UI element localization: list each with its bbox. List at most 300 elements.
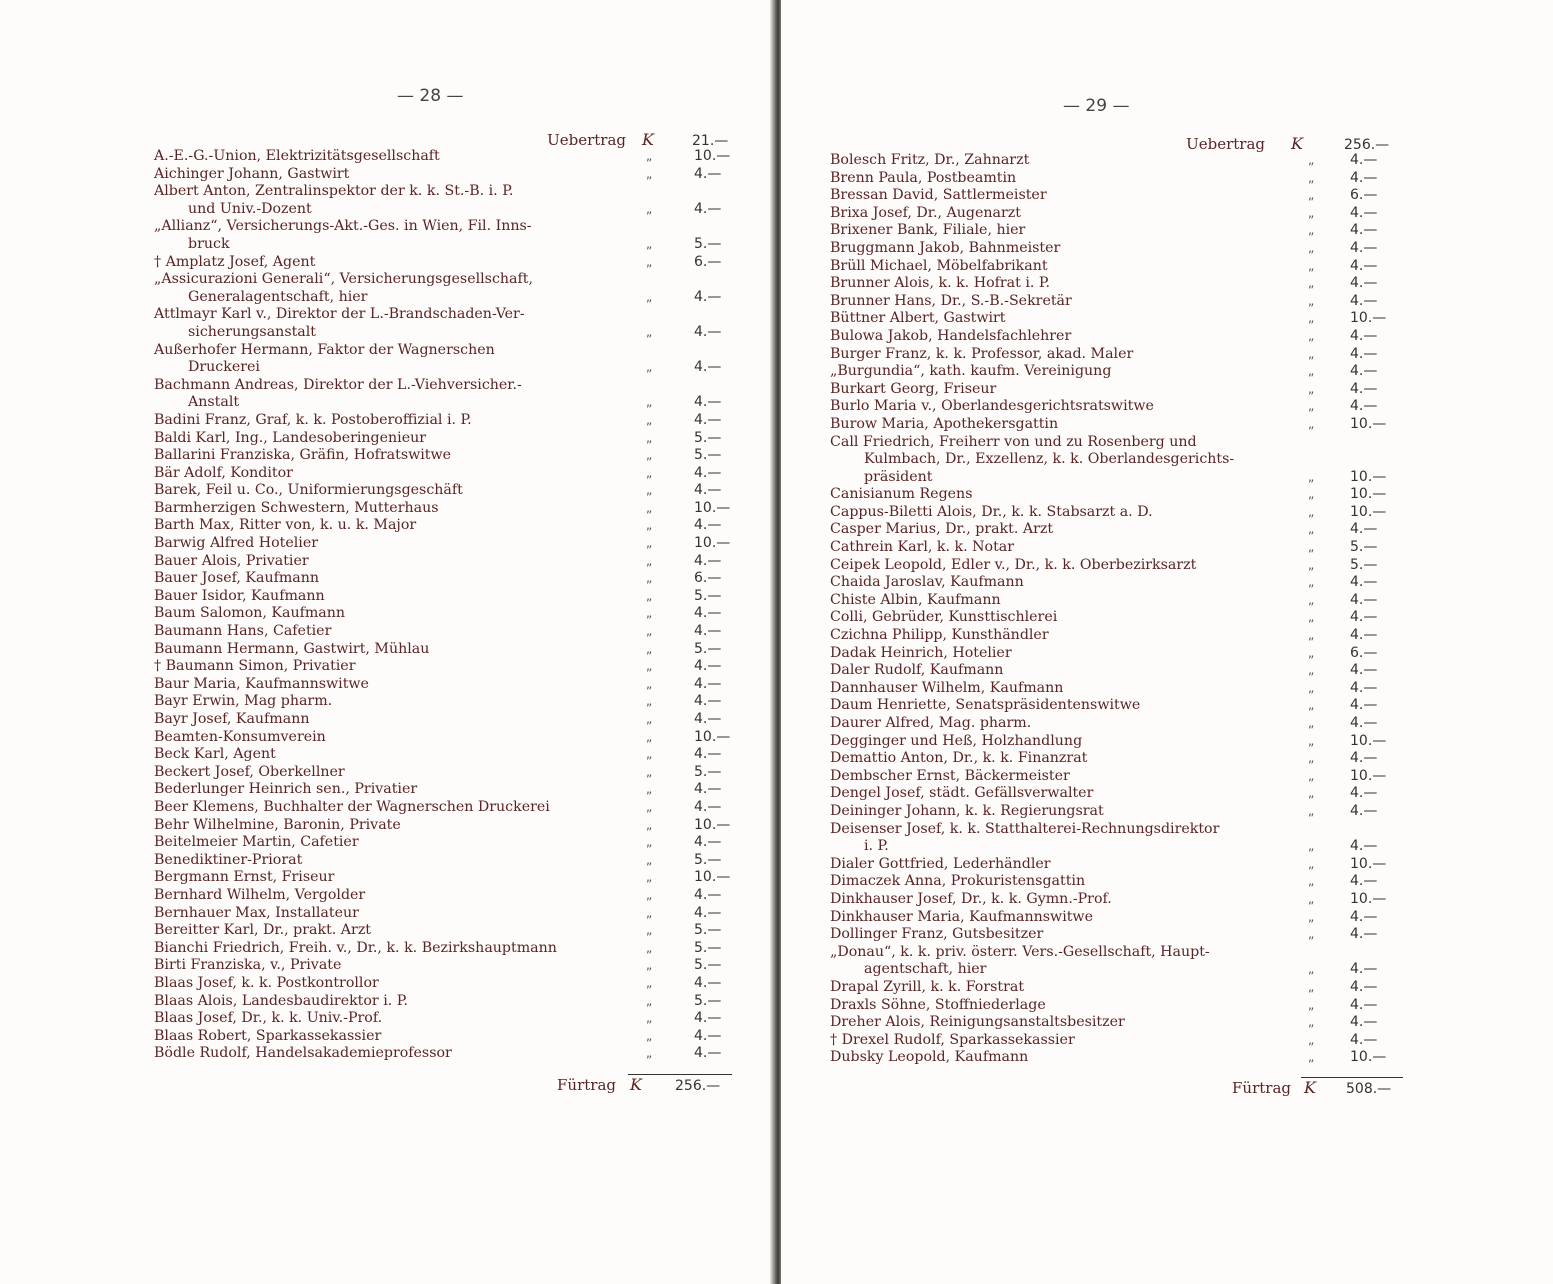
donation-amount: 5.—	[1350, 539, 1378, 556]
subscriber-name: Barek, Feil u. Co., Uniformierungsgeschäft	[154, 482, 463, 499]
ditto-mark: „	[1308, 399, 1315, 414]
subscriber-name: Ballarini Franziska, Gräfin, Hofratswitwe	[154, 447, 452, 464]
ditto-mark: „	[1308, 311, 1315, 326]
ditto-mark: „	[1308, 522, 1315, 537]
subscriber-name: Büttner Albert, Gastwirt	[830, 310, 1006, 327]
subscriber-name: Beer Klemens, Buchhalter der Wagnerschen Druckerei	[154, 798, 550, 815]
donation-amount: 10.—	[1350, 767, 1387, 784]
donation-amount: 5.—	[694, 429, 722, 446]
list-item	[830, 222, 1410, 240]
list-item	[154, 482, 744, 500]
ditto-mark: „	[646, 395, 653, 410]
list-item	[830, 521, 1410, 539]
subscriber-name: † Drexel Rudolf, Sparkassekassier	[830, 1031, 1075, 1048]
subscriber-name: Baum Salomon, Kaufmann	[154, 605, 346, 622]
donation-amount: 4.—	[1350, 204, 1378, 221]
subscriber-name: Dubsky Leopold, Kaufmann	[830, 1049, 1029, 1066]
subscriber-name: Barth Max, Ritter von, k. u. k. Major	[154, 517, 417, 534]
subscriber-name: Chaida Jaroslav, Kaufmann	[830, 574, 1024, 591]
donation-amount: 4.—	[1350, 398, 1378, 415]
donation-amount: 4.—	[694, 675, 722, 692]
subscriber-name: Brunner Alois, k. k. Hofrat i. P.	[830, 275, 1051, 292]
subscriber-name: Dengel Josef, städt. Gefällsverwalter	[830, 785, 1094, 802]
donation-amount: 10.—	[1350, 468, 1387, 485]
ditto-mark: „	[646, 712, 653, 726]
donation-amount: 4.—	[694, 834, 722, 851]
list-item	[830, 926, 1410, 944]
subscriber-name-continued: Kulmbach, Dr., Exzellenz, k. k. Oberlandesgerichts-	[864, 451, 1235, 468]
subscriber-name: Dinkhauser Maria, Kaufmannswitwe	[830, 908, 1093, 925]
donation-amount: 10.—	[1350, 855, 1387, 872]
ditto-mark: „	[646, 236, 653, 251]
list-item	[154, 1045, 744, 1063]
subscriber-name: Call Friedrich, Freiherr von und zu Rosenberg und	[830, 433, 1197, 450]
list-item	[154, 447, 744, 465]
subscriber-name: † Amplatz Josef, Agent	[154, 253, 316, 270]
list-item	[830, 821, 1410, 856]
ditto-mark: „	[646, 835, 653, 850]
carry-out-label: Fürtrag	[557, 1076, 616, 1094]
donation-amount: 4.—	[694, 411, 722, 428]
subscriber-name: Baur Maria, Kaufmannswitwe	[154, 675, 369, 692]
list-item	[154, 430, 744, 448]
carry-out-label-box	[450, 1076, 616, 1096]
list-item	[154, 570, 744, 588]
donation-amount: 4.—	[1350, 961, 1378, 978]
list-item	[830, 856, 1410, 874]
ditto-mark: „	[1308, 698, 1315, 713]
donation-amount: 4.—	[694, 711, 722, 727]
donation-amount: 5.—	[694, 992, 722, 1009]
subscriber-name: Cathrein Karl, k. k. Notar	[830, 539, 1015, 556]
ditto-mark: „	[1308, 962, 1315, 977]
donation-amount: 4.—	[1350, 715, 1378, 731]
subscriber-name: Bachmann Andreas, Direktor der L.-Viehversicher.-	[154, 376, 522, 393]
list-item	[830, 944, 1410, 979]
subscriber-name: Dembscher Ernst, Bäckermeister	[830, 767, 1070, 784]
subscriber-name-continued: agentschaft, hier	[864, 961, 987, 978]
donation-amount: 4.—	[1350, 239, 1378, 256]
ditto-mark: „	[1308, 874, 1315, 889]
donation-amount: 5.—	[694, 957, 722, 974]
donation-amount: 4.—	[694, 517, 722, 534]
carry-in-amount: 256.—	[1344, 137, 1390, 153]
ditto-mark: „	[646, 676, 653, 691]
subscriber-name: † Baumann Simon, Privatier	[154, 658, 356, 675]
list-item	[154, 166, 744, 184]
donation-amount: 10.—	[1350, 1049, 1387, 1066]
donation-amount: 4.—	[1350, 802, 1378, 819]
ditto-mark: „	[646, 799, 653, 814]
subscriber-name-continued: und Univ.-Dozent	[188, 200, 312, 217]
donation-amount: 4.—	[694, 1045, 722, 1062]
donation-amount: 4.—	[694, 798, 722, 815]
subscriber-name: Brixa Josef, Dr., Augenarzt	[830, 204, 1021, 221]
list-item	[154, 764, 744, 782]
ditto-mark: „	[1308, 927, 1315, 942]
subscriber-name: Demattio Anton, Dr., k. k. Finanzrat	[830, 750, 1088, 767]
list-item	[830, 170, 1410, 188]
subscriber-name: Dinkhauser Josef, Dr., k. k. Gymn.-Prof.	[830, 890, 1112, 907]
donation-amount: 4.—	[1350, 363, 1378, 380]
subscriber-name: Dimaczek Anna, Prokuristensgattin	[830, 873, 1086, 890]
ditto-mark: „	[1308, 909, 1315, 924]
carry-out-amount: 508.—	[1346, 1081, 1392, 1097]
ditto-mark: „	[1308, 856, 1315, 871]
list-item	[830, 258, 1410, 276]
subscriber-name: Czichna Philipp, Kunsthändler	[830, 627, 1049, 644]
donation-amount: 4.—	[1350, 169, 1378, 186]
donation-amount: 10.—	[694, 535, 731, 552]
list-item	[154, 517, 744, 535]
donation-amount: 5.—	[694, 851, 722, 868]
donation-amount: 4.—	[694, 359, 722, 376]
donation-amount: 10.—	[1350, 890, 1387, 907]
list-item	[830, 310, 1410, 328]
ditto-mark: „	[646, 940, 653, 955]
subscriber-name-continued: präsident	[864, 468, 933, 485]
donation-amount: 4.—	[1350, 292, 1378, 309]
list-item	[154, 905, 744, 923]
list-item	[154, 658, 744, 676]
ditto-mark: „	[1308, 733, 1315, 748]
ditto-mark: „	[1308, 663, 1315, 678]
ditto-mark: „	[1308, 364, 1315, 379]
list-item	[830, 627, 1410, 645]
subscriber-name: Blaas Josef, Dr., k. k. Univ.-Prof.	[154, 1010, 383, 1027]
ditto-mark: „	[646, 729, 653, 744]
subscriber-name: Attlmayr Karl v., Direktor der L.-Brandschaden-Ver-	[154, 306, 525, 323]
list-item	[154, 623, 744, 641]
donation-amount: 10.—	[1350, 310, 1387, 327]
subscriber-name: Deininger Johann, k. k. Regierungsrat	[830, 802, 1104, 819]
page-number: — 29 —	[1063, 96, 1130, 116]
ditto-mark: „	[646, 958, 653, 973]
ditto-mark: „	[1308, 240, 1315, 255]
list-item	[830, 381, 1410, 399]
ditto-mark: „	[1308, 768, 1315, 783]
subscriber-name: Daum Henriette, Senatspräsidentenswitwe	[830, 697, 1141, 714]
ditto-mark: „	[646, 324, 653, 339]
subscriber-name: „Burgundia“, kath. kaufm. Vereinigung	[830, 363, 1112, 380]
subscriber-name: Bayr Erwin, Mag pharm.	[154, 693, 333, 710]
list-item	[154, 218, 744, 253]
ditto-mark: „	[1308, 469, 1315, 484]
donation-amount: 4.—	[694, 1027, 722, 1044]
donation-amount: 4.—	[1350, 1031, 1378, 1048]
ditto-mark: „	[1308, 1015, 1315, 1030]
ditto-mark: „	[1308, 170, 1315, 185]
ditto-mark: „	[1308, 891, 1315, 906]
donation-amount: 5.—	[694, 447, 722, 464]
list-item	[830, 486, 1410, 504]
list-item	[154, 553, 744, 571]
ditto-mark: „	[646, 360, 653, 375]
subscriber-name: Dialer Gottfried, Lederhändler	[830, 855, 1051, 872]
list-item	[830, 1049, 1410, 1067]
donation-amount: 4.—	[1350, 926, 1378, 943]
list-item	[154, 781, 744, 799]
list-item	[830, 750, 1410, 768]
subscriber-name: Burlo Maria v., Oberlandesgerichtsratswitwe	[830, 398, 1154, 415]
list-item	[830, 240, 1410, 258]
subscriber-name-continued: Anstalt	[188, 394, 240, 411]
subscriber-name: Blaas Robert, Sparkassekassier	[154, 1027, 382, 1044]
donation-amount: 4.—	[1350, 574, 1378, 591]
donation-amount: 5.—	[694, 587, 722, 604]
ditto-mark: „	[1308, 223, 1315, 238]
ditto-mark: „	[646, 975, 653, 990]
donation-amount: 4.—	[694, 200, 722, 217]
ditto-mark: „	[646, 571, 653, 586]
subscriber-name: Burger Franz, k. k. Professor, akad. Maler	[830, 345, 1134, 362]
list-item	[154, 588, 744, 606]
ditto-mark: „	[1308, 1050, 1315, 1065]
ditto-mark: „	[1308, 839, 1315, 854]
subscriber-name: Außerhofer Hermann, Faktor der Wagnerschen	[154, 341, 495, 358]
ditto-mark: „	[646, 1011, 653, 1026]
list-item	[154, 799, 744, 817]
list-item	[154, 148, 744, 166]
ditto-mark: „	[646, 624, 653, 639]
list-item	[154, 922, 744, 940]
subscriber-name: Bernhauer Max, Installateur	[154, 904, 359, 921]
donation-amount: 4.—	[694, 165, 722, 182]
subscriber-name: Bruggmann Jakob, Bahnmeister	[830, 239, 1061, 256]
list-item	[154, 940, 744, 958]
subscriber-name: Dadak Heinrich, Hotelier	[830, 644, 1012, 661]
ditto-mark: „	[1308, 188, 1315, 203]
carry-out-currency: K	[1304, 1078, 1316, 1097]
ditto-mark: „	[646, 166, 653, 181]
list-item	[830, 785, 1410, 803]
ditto-mark: „	[1308, 610, 1315, 625]
list-item	[154, 377, 744, 412]
list-item	[154, 1028, 744, 1046]
carry-out-label: Fürtrag	[1232, 1079, 1291, 1097]
list-item	[830, 662, 1410, 680]
subscriber-name: Bödle Rudolf, Handelsakademieprofessor	[154, 1045, 452, 1062]
list-item	[830, 592, 1410, 610]
subscriber-name: Burow Maria, Apothekersgattin	[830, 415, 1059, 432]
donation-amount: 4.—	[694, 394, 722, 411]
subscriber-name: Bianchi Friedrich, Freih. v., Dr., k. k. Bezirkshauptmann	[154, 939, 557, 956]
ditto-mark: „	[646, 588, 653, 603]
donation-amount: 5.—	[694, 939, 722, 956]
total-rule	[628, 1074, 732, 1075]
ditto-mark: „	[646, 448, 653, 463]
donation-amount: 4.—	[1350, 609, 1378, 626]
ditto-mark: „	[646, 747, 653, 762]
ditto-mark: „	[646, 201, 653, 216]
ditto-mark: „	[1308, 997, 1315, 1012]
ditto-mark: „	[1308, 153, 1315, 167]
carry-in-label: Uebertrag	[1186, 135, 1265, 153]
list-item	[154, 412, 744, 430]
list-item	[154, 1010, 744, 1028]
ditto-mark: „	[646, 149, 653, 163]
subscriber-name: Chiste Albin, Kaufmann	[830, 591, 1001, 608]
subscriber-name: Beitelmeier Martin, Cafetier	[154, 834, 359, 851]
donation-amount: 4.—	[694, 623, 722, 640]
list-item	[154, 993, 744, 1011]
donation-amount: 10.—	[1350, 503, 1387, 520]
subscriber-name: Draxls Söhne, Stoffniederlage	[830, 996, 1046, 1013]
ditto-mark: „	[646, 518, 653, 533]
donation-amount: 6.—	[694, 570, 722, 587]
list-item	[830, 715, 1410, 733]
list-item	[154, 711, 744, 729]
list-item	[830, 346, 1410, 364]
donation-amount: 6.—	[694, 253, 722, 270]
donation-amount: 10.—	[1350, 486, 1387, 503]
donation-amount: 4.—	[1350, 908, 1378, 925]
ditto-mark: „	[646, 430, 653, 445]
subscriber-name: Brenn Paula, Postbeamtin	[830, 169, 1017, 186]
list-item	[830, 416, 1410, 434]
donation-amount: 4.—	[694, 658, 722, 675]
donation-amount: 4.—	[694, 288, 722, 305]
subscriber-name: Baumann Hermann, Gastwirt, Mühlau	[154, 640, 430, 657]
ditto-mark: „	[1308, 575, 1315, 590]
list-item	[830, 434, 1410, 487]
carry-in-currency: K	[642, 130, 654, 149]
donation-amount: 4.—	[694, 781, 722, 798]
subscriber-name-continued: sicherungsanstalt	[188, 323, 316, 340]
donation-amount: 4.—	[1350, 978, 1378, 995]
list-item	[830, 873, 1410, 891]
right-page	[781, 0, 1553, 1284]
donation-amount: 10.—	[694, 728, 731, 745]
ditto-mark: „	[646, 641, 653, 656]
list-item	[830, 398, 1410, 416]
donation-amount: 10.—	[694, 148, 731, 164]
ditto-mark: „	[1308, 628, 1315, 643]
subscriber-name: „Assicurazioni Generali“, Versicherungsgesellschaft,	[154, 271, 533, 288]
subscriber-name: Brüll Michael, Möbelfabrikant	[830, 257, 1048, 274]
list-item	[830, 997, 1410, 1015]
list-item	[830, 645, 1410, 663]
subscriber-name: Brunner Hans, Dr., S.-B.-Sekretär	[830, 292, 1072, 309]
subscriber-name: Baldi Karl, Ing., Landesoberingenieur	[154, 429, 427, 446]
carry-in-amount: 21.—	[692, 133, 729, 149]
donation-amount: 10.—	[1350, 732, 1387, 749]
ditto-mark: „	[646, 694, 653, 709]
ditto-mark: „	[1308, 276, 1315, 291]
donation-amount: 4.—	[694, 974, 722, 991]
donation-amount: 5.—	[694, 922, 722, 939]
donation-amount: 5.—	[694, 640, 722, 657]
donation-amount: 4.—	[694, 1010, 722, 1027]
subscriber-name: Birti Franziska, v., Private	[154, 957, 342, 974]
list-item	[830, 697, 1410, 715]
donation-amount: 10.—	[694, 816, 731, 833]
subscriber-name: Deisenser Josef, k. k. Statthalterei-Rechnungsdirektor	[830, 820, 1220, 837]
donation-amount: 4.—	[694, 693, 722, 710]
list-item	[154, 605, 744, 623]
donation-amount: 6.—	[1350, 187, 1378, 204]
subscriber-name-continued: Generalagentschaft, hier	[188, 288, 368, 305]
donation-amount: 4.—	[1350, 222, 1378, 239]
ditto-mark: „	[646, 852, 653, 867]
ditto-mark: „	[646, 1028, 653, 1043]
list-item	[154, 183, 744, 218]
subscriber-name: Benediktiner-Priorat	[154, 851, 303, 868]
subscriber-name: Blaas Josef, k. k. Postkontrollor	[154, 974, 379, 991]
list-item	[154, 887, 744, 905]
list-item	[830, 363, 1410, 381]
subscriber-name: Daurer Alfred, Mag. pharm.	[830, 715, 1032, 731]
subscriber-name: Bergmann Ernst, Friseur	[154, 869, 335, 886]
donation-amount: 4.—	[1350, 275, 1378, 292]
donation-amount: 4.—	[694, 904, 722, 921]
subscriber-name: Bayr Josef, Kaufmann	[154, 711, 310, 727]
ditto-mark: „	[646, 606, 653, 621]
subscriber-name: Aichinger Johann, Gastwirt	[154, 165, 350, 182]
donation-amount: 10.—	[694, 499, 731, 516]
ditto-mark: „	[1308, 293, 1315, 308]
donation-amount: 4.—	[1350, 345, 1378, 362]
list-item	[830, 680, 1410, 698]
ditto-mark: „	[646, 905, 653, 920]
subscriber-name: Degginger und Heß, Holzhandlung	[830, 732, 1083, 749]
subscriber-name: Bauer Josef, Kaufmann	[154, 570, 320, 587]
subscriber-name-continued: Druckerei	[188, 359, 260, 376]
donation-amount: 4.—	[1350, 327, 1378, 344]
ditto-mark: „	[1308, 751, 1315, 766]
donation-amount: 4.—	[1350, 697, 1378, 714]
list-item	[830, 328, 1410, 346]
ditto-mark: „	[646, 289, 653, 304]
list-item	[830, 539, 1410, 557]
donation-amount: 4.—	[1350, 627, 1378, 644]
ditto-mark: „	[1308, 346, 1315, 361]
donation-amount: 4.—	[1350, 838, 1378, 855]
subscriber-name: A.-E.-G.-Union, Elektrizitätsgesellschaft	[154, 148, 440, 164]
subscriber-name: Ceipek Leopold, Edler v., Dr., k. k. Oberbezirksarzt	[830, 556, 1197, 573]
ditto-mark: „	[1308, 1032, 1315, 1047]
ditto-mark: „	[646, 764, 653, 779]
subscriber-name: Bauer Isidor, Kaufmann	[154, 587, 325, 604]
donation-amount: 4.—	[694, 746, 722, 763]
list-item	[830, 1032, 1410, 1050]
list-item	[830, 768, 1410, 786]
ditto-mark: „	[646, 923, 653, 938]
subscriber-name: Dollinger Franz, Gutsbesitzer	[830, 926, 1044, 943]
subscriber-name: Cappus-Biletti Alois, Dr., k. k. Stabsarzt a. D.	[830, 503, 1153, 520]
list-item	[830, 891, 1410, 909]
list-item	[830, 504, 1410, 522]
list-item	[154, 975, 744, 993]
subscriber-name: Bressan David, Sattlermeister	[830, 187, 1047, 204]
list-item	[154, 306, 744, 341]
ditto-mark: „	[646, 659, 653, 674]
list-item	[154, 869, 744, 887]
carry-out-amount: 256.—	[675, 1078, 721, 1094]
subscriber-name: Bernhard Wilhelm, Vergolder	[154, 886, 366, 903]
subscriber-name: Casper Marius, Dr., prakt. Arzt	[830, 521, 1054, 538]
ditto-mark: „	[1308, 416, 1315, 431]
subscriber-name: Beamten-Konsumverein	[154, 728, 326, 745]
subscriber-name: Barmherzigen Schwestern, Mutterhaus	[154, 499, 439, 516]
list-item	[830, 152, 1410, 170]
subscriber-name: „Allianz“, Versicherungs-Akt.-Ges. in Wien, Fil. Inns-	[154, 218, 532, 235]
list-item	[154, 817, 744, 835]
carry-out-label-box	[1121, 1079, 1291, 1099]
ditto-mark: „	[1308, 645, 1315, 660]
subscriber-name-continued: bruck	[188, 235, 230, 252]
ditto-mark: „	[1308, 786, 1315, 801]
